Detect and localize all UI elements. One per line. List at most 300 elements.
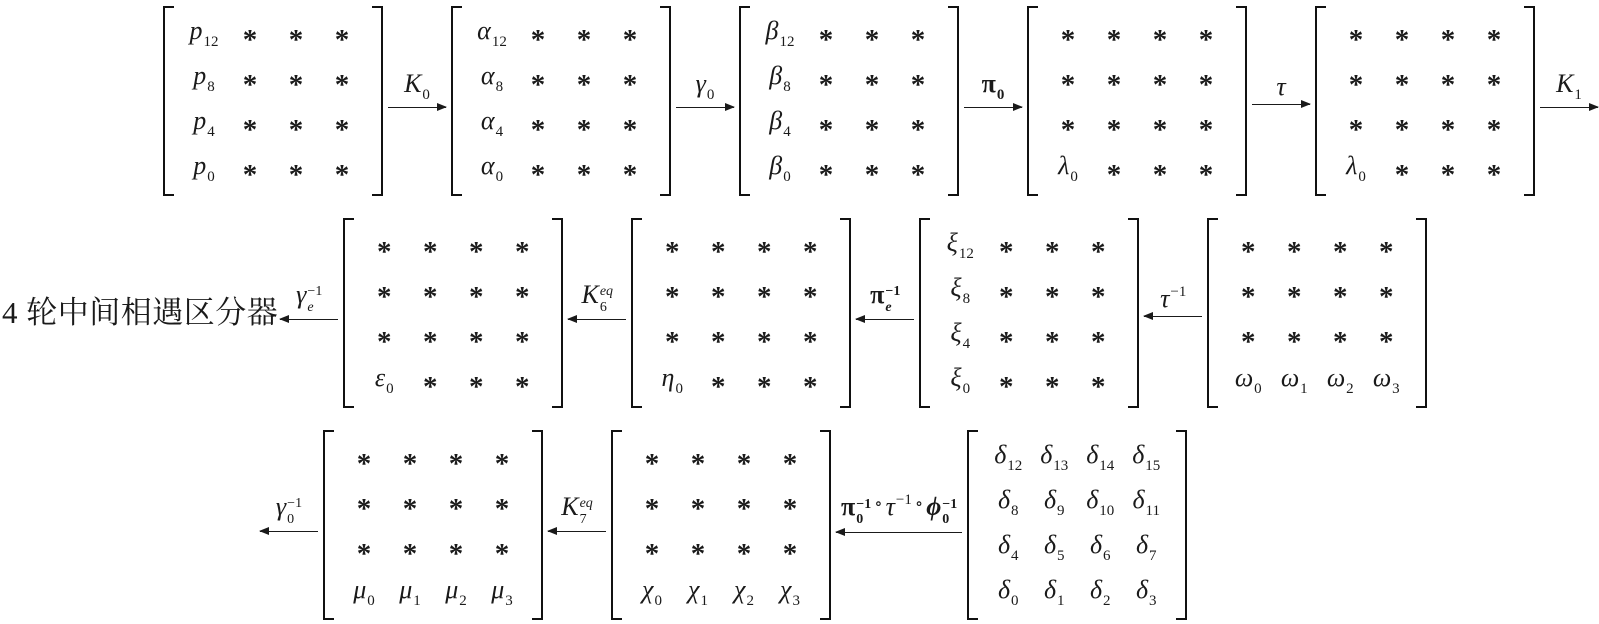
symbol-main: * bbox=[448, 538, 464, 570]
math-symbol bbox=[1346, 150, 1366, 185]
symbol-main: * bbox=[736, 493, 752, 525]
symbol-main: * bbox=[736, 448, 752, 480]
superscript: −1 bbox=[895, 492, 912, 509]
arrow-shaft bbox=[388, 107, 446, 108]
symbol-main: α bbox=[480, 150, 495, 180]
symbol-main: * bbox=[1486, 114, 1502, 146]
subscript: 6 bbox=[599, 299, 607, 315]
matrix-cell bbox=[499, 268, 545, 313]
asterisk-glyph bbox=[515, 283, 530, 312]
symbol-main: τ bbox=[885, 492, 895, 522]
math-symbol bbox=[1086, 484, 1115, 519]
symbol-main: ω bbox=[1372, 362, 1392, 392]
asterisk-glyph bbox=[1441, 161, 1456, 190]
matrix-cell bbox=[181, 11, 227, 56]
matrix-cell bbox=[1225, 223, 1271, 268]
symbol-main: * bbox=[334, 114, 350, 146]
symbol-main: λ bbox=[1058, 150, 1070, 180]
matrix-cell bbox=[721, 525, 767, 570]
asterisk-glyph bbox=[999, 328, 1014, 357]
right-bracket bbox=[948, 6, 959, 196]
matrix-cell bbox=[937, 358, 983, 403]
subscript: 0 bbox=[386, 380, 394, 397]
matrix-cell bbox=[649, 268, 695, 313]
matrix-cell bbox=[453, 358, 499, 403]
asterisk-glyph bbox=[999, 238, 1014, 267]
symbol-main: * bbox=[515, 281, 530, 313]
asterisk-glyph bbox=[911, 161, 926, 190]
asterisk-glyph bbox=[495, 450, 510, 479]
matrix-cell bbox=[1183, 146, 1229, 191]
asterisk-glyph bbox=[819, 26, 834, 55]
symbol-main: * bbox=[1287, 236, 1302, 268]
subscript: 0 bbox=[495, 168, 504, 185]
matrix-cell bbox=[561, 11, 607, 56]
asterisk-glyph bbox=[1441, 71, 1456, 100]
asterisk-glyph bbox=[803, 373, 818, 402]
matrix-cell bbox=[1123, 525, 1169, 570]
symbol-main: * bbox=[1440, 24, 1456, 56]
asterisk-glyph bbox=[691, 495, 706, 524]
asterisk-glyph bbox=[243, 71, 258, 100]
math-symbol bbox=[769, 105, 791, 140]
matrix-cell bbox=[499, 313, 545, 358]
symbol-main: * bbox=[515, 236, 530, 268]
symbol-main: * bbox=[1106, 114, 1122, 146]
asterisk-glyph bbox=[1153, 71, 1168, 100]
subscript: 15 bbox=[1145, 457, 1161, 474]
math-symbol bbox=[1043, 529, 1065, 564]
arrow-shaft bbox=[676, 107, 734, 108]
matrix-cell bbox=[937, 223, 983, 268]
matrix-cell bbox=[387, 570, 433, 615]
matrix-cell bbox=[757, 146, 803, 191]
asterisk-glyph bbox=[515, 238, 530, 267]
math-symbol bbox=[399, 574, 421, 609]
matrix-cell bbox=[741, 358, 787, 403]
row-backward-rounds bbox=[258, 430, 1542, 620]
arrow-shaft bbox=[1252, 104, 1310, 105]
matrix-cell bbox=[607, 146, 653, 191]
matrix-cell bbox=[1471, 146, 1517, 191]
asterisk-glyph bbox=[803, 328, 818, 357]
subscript: 3 bbox=[792, 592, 800, 609]
asterisk-glyph bbox=[1333, 283, 1348, 312]
symbol-main: * bbox=[1045, 371, 1060, 403]
arrowhead-icon bbox=[567, 315, 577, 323]
symbol-main: * bbox=[910, 24, 926, 56]
matrix-cell bbox=[1271, 358, 1317, 403]
matrix-cell bbox=[227, 56, 273, 101]
matrix-cell bbox=[319, 11, 365, 56]
matrix-cell bbox=[675, 525, 721, 570]
sup-sub-stack bbox=[580, 496, 593, 527]
symbol-main: ε bbox=[374, 362, 386, 392]
matrix-cell bbox=[937, 313, 983, 358]
matrix-cell bbox=[983, 358, 1029, 403]
matrix-cell bbox=[561, 101, 607, 146]
asterisk-glyph bbox=[665, 328, 680, 357]
asterisk-glyph bbox=[1349, 26, 1364, 55]
math-symbol bbox=[491, 574, 513, 609]
symbol-main: * bbox=[402, 493, 418, 525]
matrix-cell bbox=[629, 570, 675, 615]
arrow-label bbox=[271, 491, 307, 531]
right-bracket bbox=[1416, 218, 1427, 408]
math-symbol bbox=[765, 15, 795, 50]
arrow-shaft bbox=[856, 319, 914, 320]
symbol-main: δ bbox=[1089, 529, 1103, 559]
asterisk-glyph bbox=[335, 161, 350, 190]
math-symbol bbox=[780, 574, 800, 609]
math-symbol bbox=[661, 362, 683, 397]
symbol-main: * bbox=[515, 371, 530, 403]
asterisk-glyph bbox=[403, 540, 418, 569]
symbol-main: * bbox=[377, 326, 392, 358]
asterisk-glyph bbox=[403, 495, 418, 524]
symbol-main: * bbox=[711, 371, 726, 403]
matrix-cell bbox=[453, 223, 499, 268]
math-symbol bbox=[1086, 439, 1115, 474]
symbol-main: ξ bbox=[950, 317, 962, 347]
matrix-cell bbox=[479, 480, 525, 525]
symbol-main: * bbox=[1152, 159, 1168, 191]
math-symbol bbox=[1089, 529, 1111, 564]
symbol-main: * bbox=[530, 114, 546, 146]
subscript: 6 bbox=[1103, 547, 1111, 564]
asterisk-glyph bbox=[243, 161, 258, 190]
symbol-main: χ bbox=[642, 574, 654, 604]
matrix-cell bbox=[319, 56, 365, 101]
symbol-main: * bbox=[690, 538, 706, 570]
matrix-lambda-after-tau bbox=[1315, 6, 1535, 196]
symbol-main: * bbox=[576, 114, 592, 146]
math-symbol bbox=[695, 68, 715, 103]
arrowhead-icon bbox=[1301, 100, 1311, 108]
compose-operator bbox=[874, 495, 882, 512]
arrowhead-icon bbox=[725, 103, 735, 111]
matrix-cell bbox=[1363, 358, 1409, 403]
asterisk-glyph bbox=[623, 71, 638, 100]
subscript: 4 bbox=[495, 123, 504, 140]
subscript: 12 bbox=[958, 245, 974, 262]
symbol-main: * bbox=[910, 69, 926, 101]
arrow-permute-pi0 bbox=[964, 68, 1022, 108]
arrow-K7-equivalent bbox=[548, 491, 606, 532]
subscript: 4 bbox=[962, 335, 971, 352]
matrix-cell bbox=[479, 435, 525, 480]
symbol-main: * bbox=[1091, 371, 1106, 403]
matrix-mu bbox=[323, 430, 543, 620]
subscript: 0 bbox=[1011, 592, 1019, 609]
symbol-main: * bbox=[622, 159, 638, 191]
matrix-cell bbox=[453, 268, 499, 313]
sup-sub-stack bbox=[942, 497, 957, 528]
matrix-cell bbox=[561, 146, 607, 191]
matrix-cells bbox=[1326, 6, 1524, 196]
asterisk-glyph bbox=[449, 495, 464, 524]
symbol-main: * bbox=[448, 493, 464, 525]
arrowhead-icon bbox=[1143, 312, 1153, 320]
symbol-main: δ bbox=[1089, 574, 1103, 604]
matrix-cell bbox=[1137, 11, 1183, 56]
symbol-main: * bbox=[622, 114, 638, 146]
subscript: 12 bbox=[779, 33, 795, 50]
matrix-cell bbox=[341, 570, 387, 615]
superscript: −1 bbox=[942, 496, 958, 512]
matrix-cells bbox=[978, 430, 1176, 620]
left-bracket bbox=[1027, 6, 1038, 196]
symbol-main: γ bbox=[275, 491, 287, 521]
symbol-main: * bbox=[288, 114, 304, 146]
symbol-main: K bbox=[1556, 68, 1574, 98]
matrix-cell bbox=[469, 11, 515, 56]
arrow-label bbox=[691, 68, 720, 107]
subscript: 0 bbox=[207, 168, 215, 185]
matrix-cell bbox=[433, 480, 479, 525]
matrix-cell bbox=[1045, 56, 1091, 101]
matrix-cell bbox=[787, 313, 833, 358]
symbol-main: δ bbox=[1086, 484, 1099, 514]
left-bracket bbox=[163, 6, 174, 196]
symbol-main: p bbox=[189, 15, 203, 45]
asterisk-glyph bbox=[1199, 71, 1214, 100]
matrix-cell bbox=[1075, 268, 1121, 313]
symbol-main: * bbox=[494, 538, 510, 570]
arrow-label bbox=[576, 279, 618, 319]
subscript: 0 bbox=[287, 511, 295, 527]
subscript: 0 bbox=[422, 86, 430, 103]
arrowhead-icon bbox=[437, 103, 447, 111]
matrix-cell bbox=[1045, 101, 1091, 146]
right-bracket bbox=[1524, 6, 1535, 196]
math-symbol bbox=[926, 494, 957, 527]
math-symbol bbox=[769, 150, 791, 185]
asterisk-glyph bbox=[531, 161, 546, 190]
symbol-main: * bbox=[576, 24, 592, 56]
asterisk-glyph bbox=[1287, 238, 1302, 267]
matrix-cell bbox=[1333, 101, 1379, 146]
matrix-cell bbox=[407, 268, 453, 313]
symbol-main: * bbox=[757, 236, 772, 268]
symbol-main: * bbox=[690, 493, 706, 525]
math-symbol bbox=[193, 150, 215, 185]
matrix-cell bbox=[695, 358, 741, 403]
math-symbol bbox=[1043, 484, 1065, 519]
right-bracket bbox=[820, 430, 831, 620]
symbol-main: π bbox=[841, 492, 856, 522]
symbol-main: ω bbox=[1234, 362, 1254, 392]
matrix-cell bbox=[515, 56, 561, 101]
symbol-main: * bbox=[644, 538, 660, 570]
symbol-main: * bbox=[818, 114, 834, 146]
matrix-cell bbox=[273, 11, 319, 56]
left-bracket bbox=[451, 6, 462, 196]
symbol-main: * bbox=[242, 69, 258, 101]
symbol-main: * bbox=[1241, 326, 1256, 358]
symbol-main: * bbox=[242, 159, 258, 191]
subscript: 4 bbox=[783, 123, 791, 140]
matrix-cells bbox=[750, 6, 948, 196]
symbol-main: * bbox=[1060, 24, 1076, 56]
asterisk-glyph bbox=[423, 283, 438, 312]
matrix-cell bbox=[895, 56, 941, 101]
matrix-cell bbox=[741, 223, 787, 268]
arrowhead-icon bbox=[855, 315, 865, 323]
matrix-cell bbox=[803, 101, 849, 146]
arrow-label bbox=[399, 68, 435, 107]
symbol-main: * bbox=[1348, 114, 1364, 146]
symbol-main: δ bbox=[1043, 529, 1057, 559]
matrix-cell bbox=[1045, 146, 1091, 191]
symbol-main: α bbox=[477, 15, 491, 45]
asterisk-glyph bbox=[469, 328, 484, 357]
asterisk-glyph bbox=[711, 283, 726, 312]
subscript: 0 bbox=[675, 380, 683, 397]
asterisk-glyph bbox=[711, 328, 726, 357]
math-symbol bbox=[688, 574, 708, 609]
asterisk-glyph bbox=[691, 540, 706, 569]
matrix-cell bbox=[983, 223, 1029, 268]
subscript: 0 bbox=[706, 86, 715, 103]
symbol-main: * bbox=[1198, 114, 1214, 146]
asterisk-glyph bbox=[803, 283, 818, 312]
matrix-cell bbox=[1183, 101, 1229, 146]
matrix-cell bbox=[1045, 11, 1091, 56]
symbol-main: * bbox=[1241, 236, 1256, 268]
symbol-main: * bbox=[423, 371, 438, 403]
matrix-cell bbox=[561, 56, 607, 101]
matrix-cells bbox=[622, 430, 820, 620]
asterisk-glyph bbox=[469, 283, 484, 312]
matrix-cell bbox=[181, 56, 227, 101]
asterisk-glyph bbox=[819, 116, 834, 145]
subscript: 5 bbox=[1057, 547, 1065, 564]
arrow-label bbox=[556, 491, 598, 531]
matrix-xi bbox=[919, 218, 1139, 408]
matrix-cell bbox=[721, 570, 767, 615]
matrix-cell bbox=[1425, 56, 1471, 101]
matrix-cell bbox=[469, 56, 515, 101]
math-symbol bbox=[1556, 68, 1582, 103]
asterisk-glyph bbox=[1241, 283, 1256, 312]
matrix-cell bbox=[433, 570, 479, 615]
symbol-main: τ bbox=[1160, 284, 1170, 313]
symbol-main: * bbox=[1091, 281, 1106, 313]
subscript: 8 bbox=[962, 290, 971, 307]
math-symbol bbox=[1280, 362, 1308, 397]
math-symbol bbox=[477, 15, 507, 50]
asterisk-glyph bbox=[289, 71, 304, 100]
matrix-cell bbox=[1363, 268, 1409, 313]
asterisk-glyph bbox=[335, 26, 350, 55]
matrix-cell bbox=[895, 11, 941, 56]
symbol-main: * bbox=[1106, 159, 1122, 191]
asterisk-glyph bbox=[1091, 373, 1106, 402]
symbol-main: * bbox=[469, 371, 484, 403]
symbol-main: K bbox=[561, 491, 579, 521]
asterisk-glyph bbox=[515, 373, 530, 402]
matrix-chi bbox=[611, 430, 831, 620]
symbol-main: * bbox=[1379, 236, 1394, 268]
asterisk-glyph bbox=[1487, 161, 1502, 190]
left-bracket bbox=[323, 430, 334, 620]
left-bracket bbox=[1207, 218, 1218, 408]
matrix-cell bbox=[1075, 313, 1121, 358]
matrix-cell bbox=[983, 313, 1029, 358]
asterisk-glyph bbox=[819, 161, 834, 190]
matrix-cell bbox=[983, 268, 1029, 313]
matrix-epsilon bbox=[343, 218, 563, 408]
symbol-main: ϕ bbox=[926, 492, 942, 522]
asterisk-glyph bbox=[1349, 116, 1364, 145]
symbol-main: δ bbox=[997, 529, 1011, 559]
matrix-cell bbox=[1317, 268, 1363, 313]
symbol-main: * bbox=[782, 448, 798, 480]
symbol-main: * bbox=[1394, 24, 1410, 56]
math-symbol bbox=[480, 60, 504, 95]
symbol-main: * bbox=[242, 24, 258, 56]
matrix-cell bbox=[1077, 570, 1123, 615]
matrix-cell bbox=[895, 146, 941, 191]
matrix-cell bbox=[181, 101, 227, 146]
math-symbol bbox=[404, 68, 430, 103]
asterisk-glyph bbox=[1153, 161, 1168, 190]
matrix-cell bbox=[985, 435, 1031, 480]
symbol-main: * bbox=[1091, 326, 1106, 358]
subscript: 13 bbox=[1053, 457, 1069, 474]
symbol-main: * bbox=[530, 24, 546, 56]
symbol-main: * bbox=[1152, 114, 1168, 146]
superscript: −1 bbox=[856, 496, 872, 512]
math-symbol bbox=[1135, 529, 1157, 564]
matrix-cell bbox=[695, 268, 741, 313]
symbol-main: * bbox=[1348, 69, 1364, 101]
matrix-cell bbox=[767, 525, 813, 570]
asterisk-glyph bbox=[1107, 26, 1122, 55]
matrix-cell bbox=[1317, 313, 1363, 358]
left-bracket bbox=[343, 218, 354, 408]
matrix-cell bbox=[787, 268, 833, 313]
subscript: 0 bbox=[962, 380, 971, 397]
asterisk-glyph bbox=[531, 26, 546, 55]
symbol-main: * bbox=[803, 326, 818, 358]
arrowhead-icon bbox=[835, 528, 845, 536]
matrix-cell bbox=[787, 358, 833, 403]
symbol-main: * bbox=[1152, 69, 1168, 101]
symbol-main: K bbox=[404, 68, 422, 98]
math-symbol bbox=[193, 60, 215, 95]
math-symbol bbox=[445, 574, 467, 609]
subscript: 1 bbox=[1574, 86, 1582, 103]
label-distinguisher: 4 轮中间相遇区分器 bbox=[2, 295, 279, 331]
matrix-cell bbox=[1137, 146, 1183, 191]
matrix-cell bbox=[937, 268, 983, 313]
asterisk-glyph bbox=[1395, 161, 1410, 190]
symbol-main: * bbox=[288, 159, 304, 191]
symbol-main: * bbox=[864, 114, 880, 146]
asterisk-glyph bbox=[1379, 328, 1394, 357]
symbol-main: δ bbox=[997, 574, 1011, 604]
asterisk-glyph bbox=[469, 238, 484, 267]
symbol-main: * bbox=[757, 371, 772, 403]
matrix-cell bbox=[1425, 11, 1471, 56]
symbol-main: * bbox=[999, 281, 1014, 313]
asterisk-glyph bbox=[665, 238, 680, 267]
asterisk-glyph bbox=[403, 450, 418, 479]
subscript: 2 bbox=[1346, 380, 1354, 397]
asterisk-glyph bbox=[1061, 116, 1076, 145]
